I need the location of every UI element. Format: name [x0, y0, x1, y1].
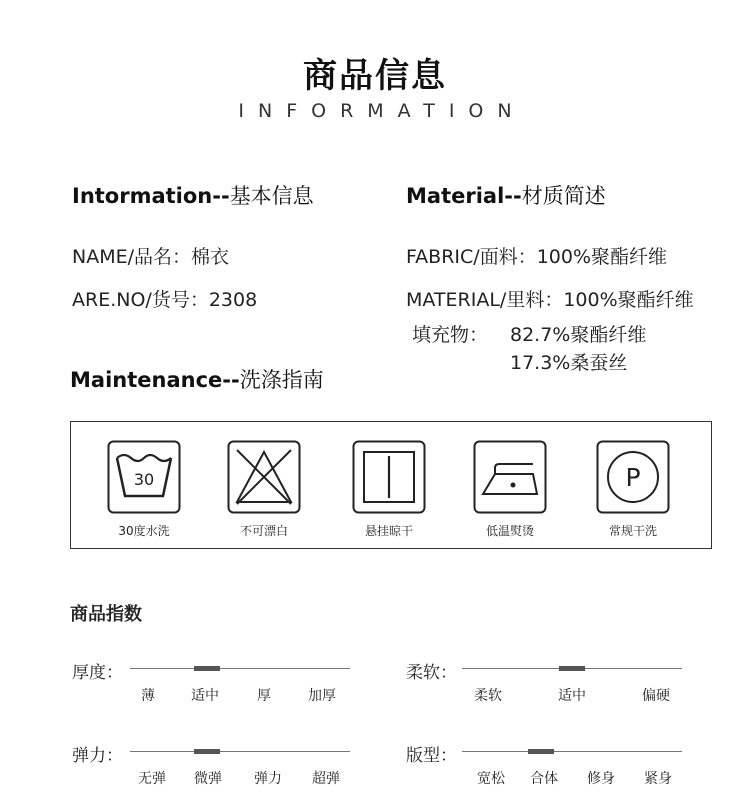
scale-option: 无弹 [138, 771, 166, 787]
care-item-no-bleach [214, 440, 314, 539]
lining-value: 100%聚酯纤维 [563, 289, 694, 311]
scale-option: 修身 [587, 771, 615, 787]
care-symbols-panel [70, 421, 712, 549]
scale-option: 柔软 [474, 688, 502, 704]
scale-track-fit [462, 751, 682, 752]
dry-clean-letter: P [625, 463, 641, 492]
filling-value-1: 82.7%聚酯纤维 [510, 324, 647, 346]
scale-label-thickness: 厚度： [72, 663, 123, 683]
scale-option: 合体 [530, 771, 558, 787]
name-row [72, 242, 229, 269]
material-heading [406, 180, 606, 210]
page-subtitle: INFORMATION [238, 100, 526, 122]
scale-label-elasticity: 弹力： [72, 746, 123, 766]
maintenance-heading [70, 364, 324, 394]
scale-label-softness: 柔软： [406, 663, 457, 683]
article-number-value: 2308 [208, 289, 258, 311]
scale-track-elasticity [130, 751, 350, 752]
care-label-dry-clean: 常规干洗 [608, 524, 657, 538]
wash-30-icon [107, 440, 181, 514]
care-item-low-iron [460, 440, 560, 539]
scale-option: 紧身 [644, 771, 672, 787]
scale-track-thickness [130, 668, 350, 669]
basic-info-heading [72, 180, 314, 210]
basic-info-heading-en: Intormation-- [72, 184, 230, 208]
scale-thickness [72, 658, 372, 708]
name-value: 棉衣 [191, 246, 230, 268]
scale-elasticity [72, 741, 372, 791]
scale-marker-fit [528, 749, 554, 754]
lining-label: MATERIAL/里料： [406, 289, 564, 311]
scale-option: 宽松 [477, 771, 505, 787]
line-dry-icon [352, 440, 426, 514]
name-label: NAME/品名： [72, 246, 192, 268]
scale-marker-thickness [194, 666, 220, 671]
wash-temperature-text: 30 [133, 470, 155, 489]
fabric-value: 100%聚酯纤维 [536, 246, 668, 268]
care-item-dry-clean [583, 440, 683, 539]
lining-row [406, 285, 694, 312]
dry-clean-icon [596, 440, 670, 514]
product-index-title: 商品指数 [70, 604, 142, 625]
scale-option: 偏硬 [642, 688, 670, 704]
scale-option: 加厚 [308, 688, 336, 704]
basic-info-heading-cn: 基本信息 [229, 184, 314, 208]
scale-option: 适中 [191, 688, 219, 704]
material-heading-en: Material-- [406, 184, 522, 208]
article-number-row [72, 285, 257, 312]
maintenance-heading-en: Maintenance-- [70, 368, 240, 392]
scale-label-fit: 版型： [406, 746, 457, 766]
scale-option: 适中 [558, 688, 586, 704]
care-item-wash [94, 440, 194, 539]
care-item-line-dry [339, 440, 439, 539]
scale-softness [406, 658, 706, 708]
filling-value-2: 17.3%桑蚕丝 [510, 352, 628, 374]
article-number-label: ARE.NO/货号： [72, 289, 209, 311]
scale-option: 弹力 [254, 771, 282, 787]
page-title: 商品信息 [303, 56, 447, 96]
scale-marker-elasticity [194, 749, 220, 754]
fabric-label: FABRIC/面料： [406, 246, 537, 268]
scale-fit [406, 741, 706, 791]
care-label-wash: 30度水洗 [118, 524, 170, 538]
low-iron-icon [473, 440, 547, 514]
care-label-low-iron: 低温熨烫 [485, 524, 534, 538]
care-label-no-bleach: 不可漂白 [239, 524, 288, 538]
scale-option: 薄 [141, 688, 155, 704]
filling-label: 填充物： [412, 324, 489, 346]
scale-option: 超弹 [312, 771, 340, 787]
maintenance-heading-cn: 洗涤指南 [239, 368, 324, 392]
scale-option: 微弹 [194, 771, 222, 787]
scale-marker-softness [559, 666, 585, 671]
no-bleach-icon [227, 440, 301, 514]
scale-option: 厚 [257, 688, 271, 704]
fabric-row [406, 242, 667, 269]
care-label-line-dry: 悬挂晾干 [364, 524, 413, 538]
material-heading-cn: 材质简述 [521, 184, 606, 208]
